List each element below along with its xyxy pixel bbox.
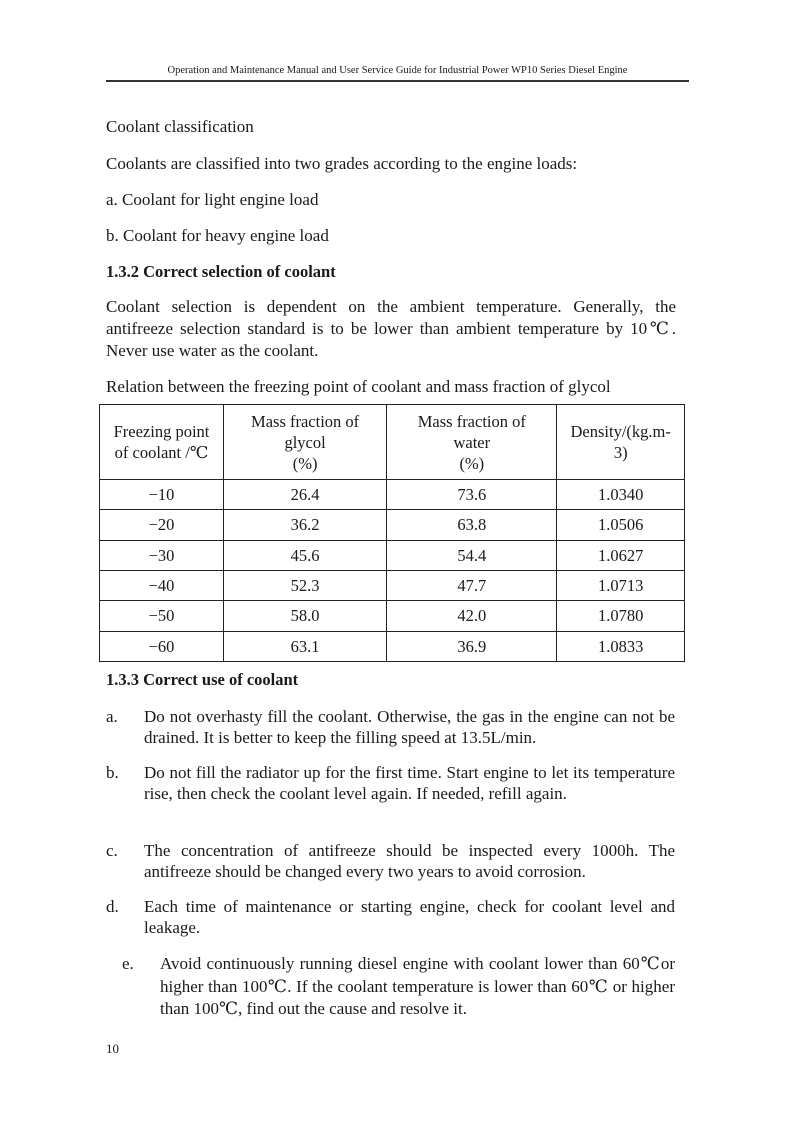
cell-water: 63.8 [387, 510, 557, 540]
cell-density: 1.0627 [557, 540, 685, 570]
list-marker: b. [106, 763, 119, 782]
cell-water: 36.9 [387, 631, 557, 661]
table-row [100, 540, 685, 570]
list-item-text: Do not overhasty fill the coolant. Otherwise, the gas in the engine can not be drained. It is better to keep the filling speed at 13.5L/min. [144, 707, 675, 747]
cell-glycol: 52.3 [223, 570, 386, 600]
cell-water: 42.0 [387, 601, 557, 631]
table-row [100, 570, 685, 600]
table-header-row [100, 405, 685, 480]
cell-density: 1.0340 [557, 480, 685, 510]
cell-density: 1.0833 [557, 631, 685, 661]
header-density: Density/(kg.m- 3) [557, 405, 685, 480]
header-glycol-fraction: Mass fraction of glycol (%) [223, 405, 386, 480]
section-1-3-3-heading: 1.3.3 Correct use of coolant [106, 670, 299, 689]
list-marker: a. [106, 707, 118, 726]
table-row [100, 510, 685, 540]
list-item-text: Avoid continuously running diesel engine with coolant lower than 60℃or higher than 100℃. If the coolant temperature is lower than 60℃ or higher than 100℃, find out the cause and resolve it. [160, 954, 675, 1018]
cell-freezing: −40 [100, 570, 224, 600]
header-freezing-point: Freezing point of coolant /℃ [100, 405, 224, 480]
cell-water: 47.7 [387, 570, 557, 600]
section-1-3-2-heading: 1.3.2 Correct selection of coolant [106, 262, 336, 281]
classification-intro-text: Coolants are classified into two grades according to the engine loads: [106, 154, 578, 173]
cell-freezing: −30 [100, 540, 224, 570]
cell-water: 73.6 [387, 480, 557, 510]
table-row [100, 601, 685, 631]
table-row [100, 480, 685, 510]
page-number: 10 [106, 1041, 119, 1056]
cell-freezing: −50 [100, 601, 224, 631]
table-row [100, 631, 685, 661]
cell-glycol: 58.0 [223, 601, 386, 631]
list-marker: d. [106, 897, 119, 916]
freezing-point-table [99, 404, 685, 662]
table-caption: Relation between the freezing point of coolant and mass fraction of glycol [106, 377, 611, 396]
grade-a-text: a. Coolant for light engine load [106, 190, 319, 209]
cell-glycol: 36.2 [223, 510, 386, 540]
cell-freezing: −60 [100, 631, 224, 661]
list-item-text: The concentration of antifreeze should be inspected every 1000h. The antifreeze should be changed every two years to avoid corrosion. [144, 841, 675, 881]
cell-freezing: −10 [100, 480, 224, 510]
cell-freezing: −20 [100, 510, 224, 540]
list-marker: c. [106, 841, 118, 860]
coolant-classification-heading: Coolant classification [106, 117, 254, 136]
list-item-text: Each time of maintenance or starting engine, check for coolant level and leakage. [144, 897, 675, 937]
cell-density: 1.0506 [557, 510, 685, 540]
cell-glycol: 45.6 [223, 540, 386, 570]
header-water-fraction: Mass fraction of water (%) [387, 405, 557, 480]
cell-density: 1.0780 [557, 601, 685, 631]
cell-glycol: 63.1 [223, 631, 386, 661]
cell-glycol: 26.4 [223, 480, 386, 510]
cell-water: 54.4 [387, 540, 557, 570]
cell-density: 1.0713 [557, 570, 685, 600]
coolant-selection-paragraph: Coolant selection is dependent on the ambient temperature. Generally, the antifreeze selection standard is to be lower than ambient temperature by 10℃. Never use water as the coolant. [106, 297, 676, 360]
running-header: Operation and Maintenance Manual and User Service Guide for Industrial Power WP10 Series Diesel Engine [106, 64, 689, 82]
grade-b-text: b. Coolant for heavy engine load [106, 226, 329, 245]
list-marker: e. [122, 954, 134, 973]
list-item-text: Do not fill the radiator up for the first time. Start engine to let its temperature rise, then check the coolant level again. If needed, refill again. [144, 763, 675, 803]
